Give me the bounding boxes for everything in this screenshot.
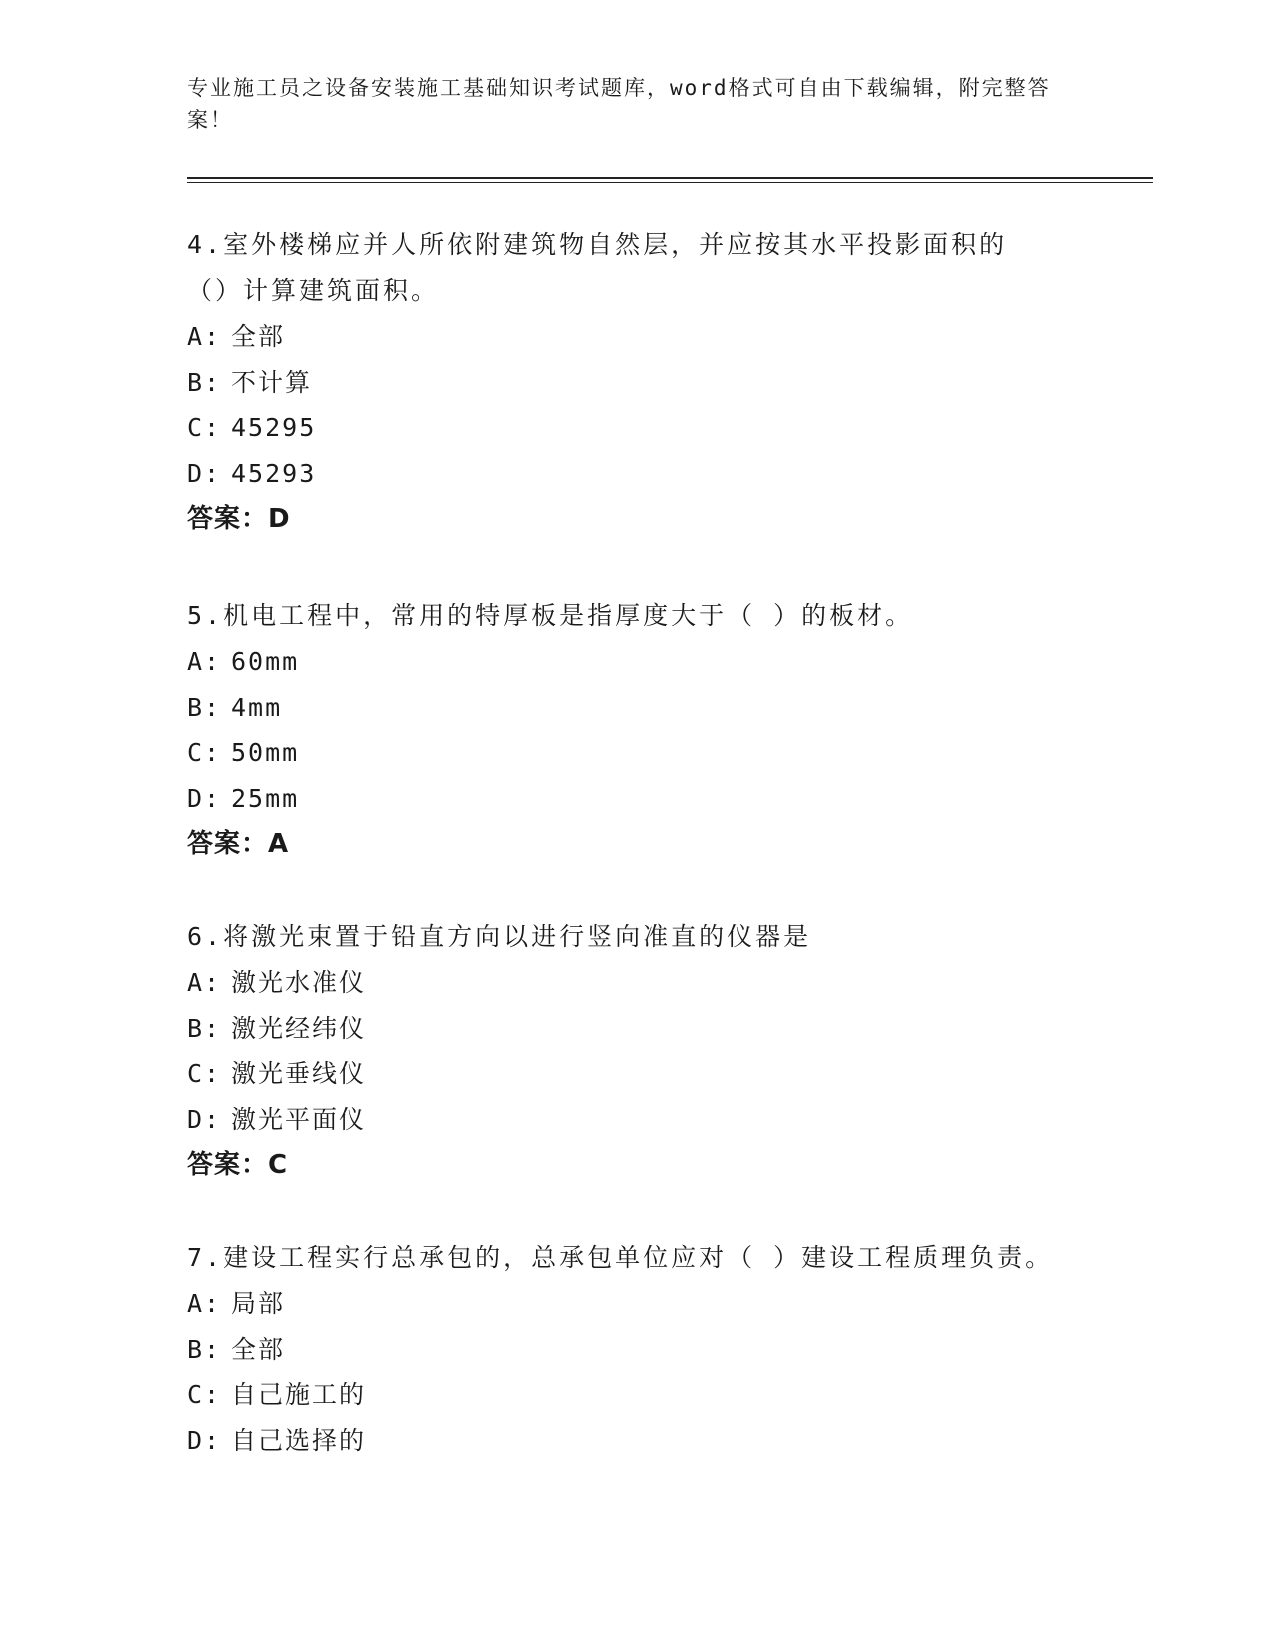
question-6 <box>187 914 1087 1188</box>
option-value: 局部 <box>231 1289 286 1318</box>
option-b <box>187 1327 1087 1373</box>
option-a <box>187 1281 1087 1327</box>
option-key: A: <box>187 647 222 676</box>
option-value: 全部 <box>231 1334 286 1364</box>
option-value: 激光经纬仪 <box>231 1013 367 1043</box>
option-value: 4mm <box>231 692 283 722</box>
option-key: D: <box>187 1104 222 1134</box>
option-b <box>187 685 1087 731</box>
option-value: 45293 <box>231 458 317 488</box>
header-divider-thick <box>187 177 1153 179</box>
option-value: 全部 <box>231 322 286 351</box>
option-c <box>187 1051 1087 1097</box>
question-text: 7.建设工程实行总承包的，总承包单位应对（ ）建设工程质理负责。 <box>187 1243 1054 1272</box>
option-b <box>187 1006 1087 1052</box>
option-value: 45295 <box>231 413 317 442</box>
option-a <box>187 960 1087 1006</box>
option-c <box>187 1372 1087 1418</box>
option-key: C: <box>187 738 222 767</box>
option-c <box>187 405 1087 451</box>
question-7 <box>187 1235 1087 1463</box>
option-key: C: <box>187 413 222 442</box>
option-value: 50mm <box>231 738 300 767</box>
option-value: 自己选择的 <box>231 1425 367 1455</box>
option-key: B: <box>187 367 222 397</box>
option-key: D: <box>187 783 222 813</box>
option-value: 自己施工的 <box>231 1380 367 1409</box>
option-b <box>187 360 1087 406</box>
option-value: 激光水准仪 <box>231 968 367 997</box>
option-c <box>187 730 1087 776</box>
option-key: B: <box>187 1334 222 1364</box>
option-a <box>187 639 1087 685</box>
header-divider-thin <box>187 182 1153 183</box>
answer-label: 答案：A <box>187 829 290 859</box>
option-a <box>187 314 1087 360</box>
option-value: 激光平面仪 <box>231 1104 367 1134</box>
option-value: 60mm <box>231 647 300 676</box>
option-key: B: <box>187 1013 222 1043</box>
option-key: A: <box>187 1289 222 1318</box>
option-d <box>187 1097 1087 1143</box>
option-key: D: <box>187 458 222 488</box>
question-4 <box>187 222 1087 542</box>
option-key: D: <box>187 1425 222 1455</box>
option-key: C: <box>187 1380 222 1409</box>
option-d <box>187 776 1087 822</box>
option-value: 激光垂线仪 <box>231 1059 367 1088</box>
option-key: A: <box>187 968 222 997</box>
answer-label: 答案：C <box>187 1150 289 1180</box>
option-key: A: <box>187 322 222 351</box>
question-5 <box>187 593 1087 867</box>
option-key: C: <box>187 1059 222 1088</box>
question-text: 4.室外楼梯应并人所依附建筑物自然层，并应按其水平投影面积的（）计算建筑面积。 <box>187 230 1008 305</box>
option-value: 25mm <box>231 783 300 813</box>
option-value: 不计算 <box>231 367 313 397</box>
option-d <box>187 1418 1087 1464</box>
page-header: 专业施工员之设备安装施工基础知识考试题库，word格式可自由下载编辑，附完整答案！ <box>187 76 1051 132</box>
question-text: 6.将激光束置于铅直方向以进行竖向准直的仪器是 <box>187 922 812 951</box>
answer-label: 答案：D <box>187 504 291 534</box>
question-text: 5.机电工程中，常用的特厚板是指厚度大于（ ）的板材。 <box>187 601 914 630</box>
option-key: B: <box>187 692 222 722</box>
option-d <box>187 451 1087 497</box>
